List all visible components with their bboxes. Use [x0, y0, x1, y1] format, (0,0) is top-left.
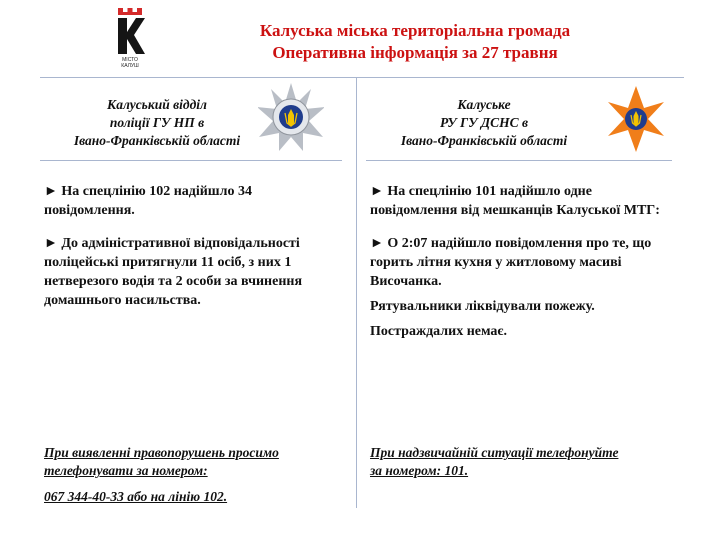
kalush-logo-icon [112, 8, 148, 56]
police-report-offenders: ► До адміністративної відповідальності поліцейські притягнули 11 осіб, з них 1 нетверезого водія та 2 особи за вчинення домашнього насильства. [44, 236, 303, 308]
page-title-line2: Оперативна інформація за 27 травня [272, 43, 558, 62]
left-section-divider [40, 160, 342, 161]
dsns-dept-line2: РУ ГУ ДСНС в [439, 115, 529, 130]
police-contact [44, 444, 354, 506]
police-contact-phone[interactable]: 067 344-40-33 або на лінію 102. [44, 489, 228, 504]
right-section-divider [366, 160, 672, 161]
column-divider [356, 78, 357, 508]
dsns-contact-phone[interactable]: за номером: 101. [370, 463, 469, 478]
police-report [44, 182, 344, 324]
dsns-dept-line1: Калуське [457, 97, 511, 112]
police-dept-title [38, 96, 276, 150]
police-report-calls: ► На спецлінію 102 надійшло 34 повідомлення. [44, 184, 252, 218]
dsns-contact-line1: При надзвичайній ситуації телефонуйте [370, 445, 619, 460]
city-logo [112, 8, 148, 70]
police-emblem-icon [258, 82, 324, 152]
dsns-report-no-casualties: Постраждалих немає. [370, 324, 507, 339]
dsns-contact [370, 444, 690, 480]
dsns-emblem-icon [604, 82, 668, 156]
header-divider [40, 77, 684, 78]
logo-caption-top: МІСТО [122, 57, 138, 63]
police-contact-line2: телефонувати за номером: [44, 463, 208, 478]
police-dept-line3: Івано-Франківській області [73, 133, 241, 148]
dsns-report [370, 182, 670, 347]
dsns-report-calls: ► На спецлінію 101 надійшло одне повідомлення від мешканців Калуської МТГ: [370, 184, 660, 218]
dsns-dept-title [362, 96, 606, 150]
dsns-report-fire: ► О 2:07 надійшло повідомлення про те, що горить літня кухня у житловому масиві Височанка. [370, 236, 652, 289]
police-dept-line1: Калуський відділ [107, 97, 207, 112]
dsns-dept-line3: Івано-Франківській області [400, 133, 568, 148]
dsns-report-extinguished: Рятувальники ліквідували пожежу. [370, 299, 595, 314]
police-contact-line1: При виявленні правопорушень просимо [44, 445, 279, 460]
logo-caption-bottom: КАЛУШ [121, 63, 139, 69]
police-dept-line2: поліції ГУ НП в [109, 115, 205, 130]
page-title-line1: Калуська міська територіальна громада [259, 21, 571, 40]
